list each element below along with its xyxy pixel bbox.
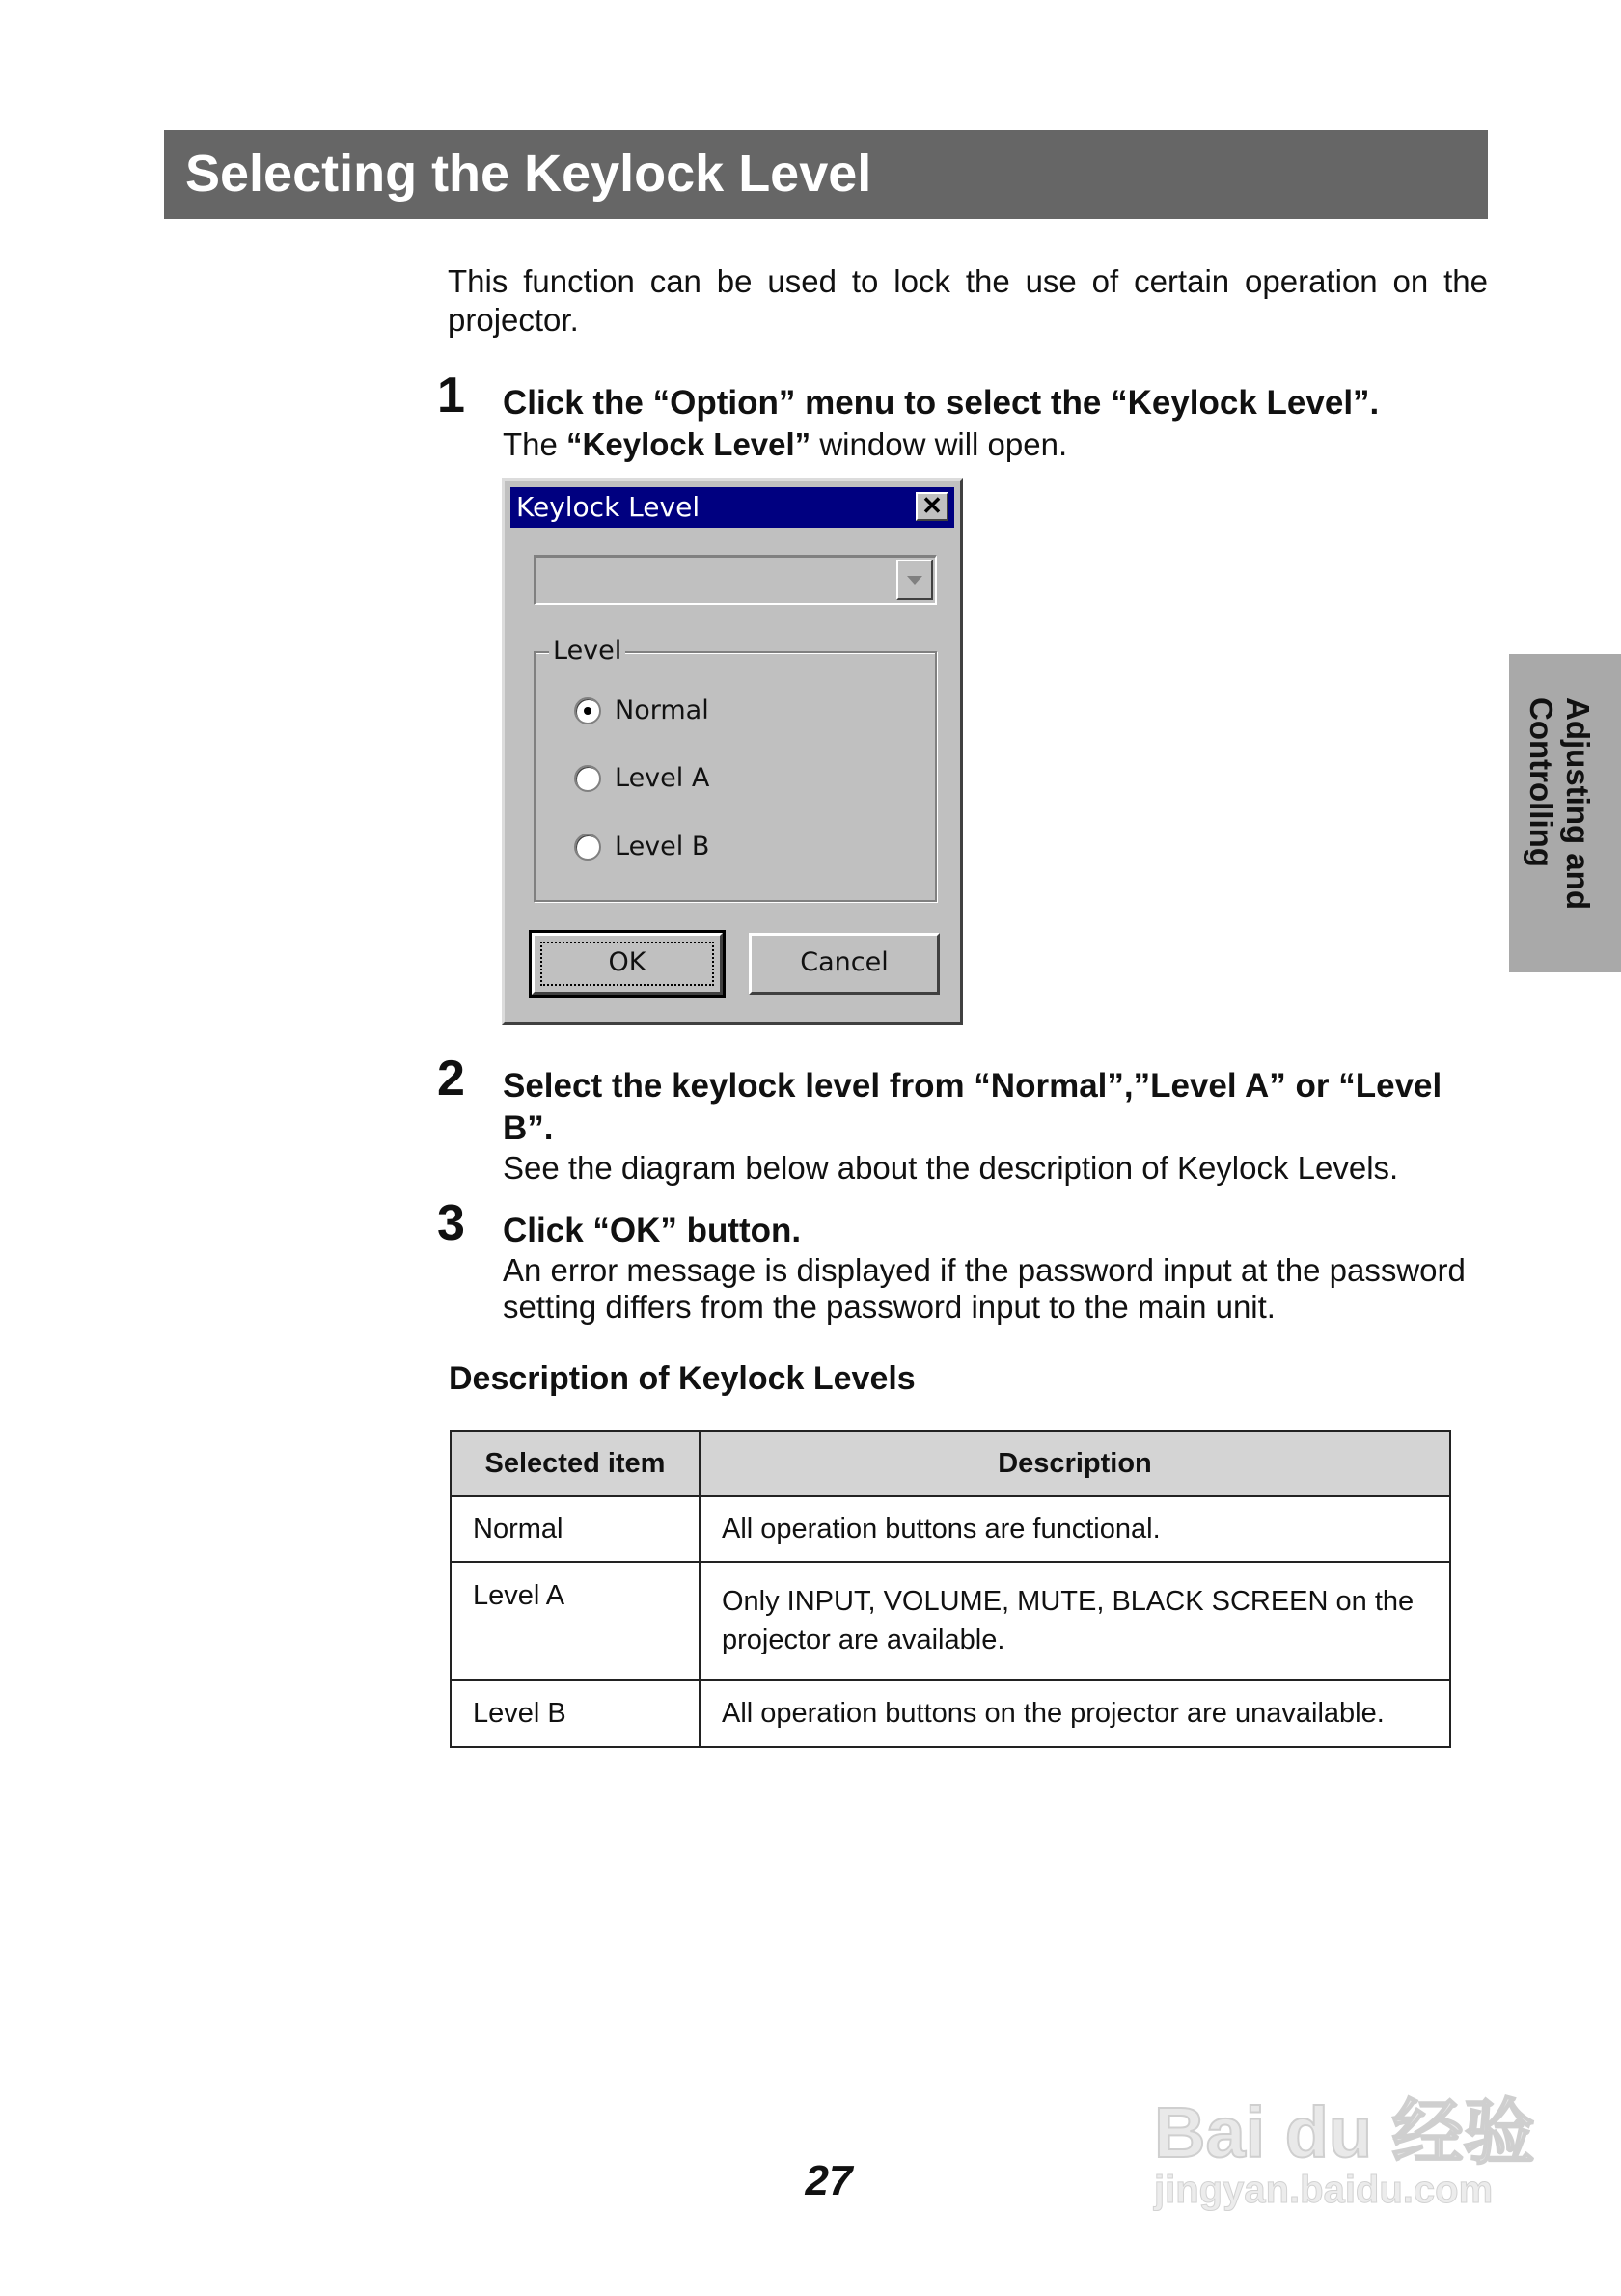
chapter-side-tab [1509,654,1621,972]
watermark-url: jingyan.baidu.com [1154,2169,1494,2211]
step-3-title: Click “OK” button. [503,1212,802,1249]
step-2-body: See the diagram below about the description of Keylock Levels. [503,1150,1399,1186]
column-header-description: Description [700,1431,1450,1496]
section-header [164,130,1488,219]
radio-label-level-a: Level A [615,763,710,793]
radio-unchecked-icon[interactable] [574,834,601,861]
table-row [451,1496,1450,1562]
table-row [451,1562,1450,1680]
column-header-selected-item: Selected item [451,1431,700,1496]
chapter-tab-line2: Controlling [1524,697,1559,867]
table-cell-description: Only INPUT, VOLUME, MUTE, BLACK SCREEN on the projector are available. [700,1562,1450,1680]
table-header-row [451,1431,1450,1496]
intro-paragraph: This function can be used to lock the use of certain operation on the projector. [448,263,1488,338]
table-caption: Description of Keylock Levels [449,1360,916,1397]
step-1-number: 1 [437,368,465,424]
step-3-body: An error message is displayed if the password input at the password setting differs from the password input to the main unit. [503,1252,1466,1325]
table-row [451,1680,1450,1747]
dialog-titlebar [510,487,954,528]
step-3-number: 3 [437,1195,465,1251]
chapter-tab-line1: Adjusting and [1560,697,1596,910]
step-1-body: The “Keylock Level” window will open. [503,426,1068,462]
keylock-level-dialog [502,478,963,1025]
dialog-title: Keylock Level [516,491,701,523]
chevron-down-icon[interactable] [896,560,933,600]
baidu-watermark [1154,2049,1540,2238]
table-cell-item: Level B [451,1680,700,1747]
step-2-title: Select the keylock level from “Normal”,”Level A” or “Level B”. [503,1067,1442,1147]
table-cell-item: Normal [451,1496,700,1562]
ok-button[interactable] [532,933,723,995]
table-cell-item: Level A [451,1562,700,1680]
watermark-logo-text: Bai du 经验 [1154,2092,1535,2173]
ok-button-label: OK [608,947,646,977]
cancel-button[interactable]: Cancel [749,933,940,995]
chapter-tab-label [1523,697,1596,910]
radio-unchecked-icon[interactable] [574,765,601,792]
page-number: 27 [805,2157,853,2204]
radio-checked-icon[interactable] [574,697,601,724]
page-title: Selecting the Keylock Level [185,145,872,203]
step-1-title: Click the “Option” menu to select the “Keylock Level”. [503,384,1380,422]
keylock-levels-table [450,1430,1451,1748]
radio-label-level-b: Level B [615,832,710,861]
level-group-label: Level [549,636,625,666]
focus-rect [540,942,714,986]
table-cell-description: All operation buttons on the projector are unavailable. [700,1680,1450,1747]
step-2-number: 2 [437,1051,465,1107]
table-cell-description: All operation buttons are functional. [700,1496,1450,1562]
keylock-combo-box[interactable] [534,555,937,605]
close-icon[interactable]: ✕ [916,492,948,521]
radio-label-normal: Normal [615,696,709,725]
